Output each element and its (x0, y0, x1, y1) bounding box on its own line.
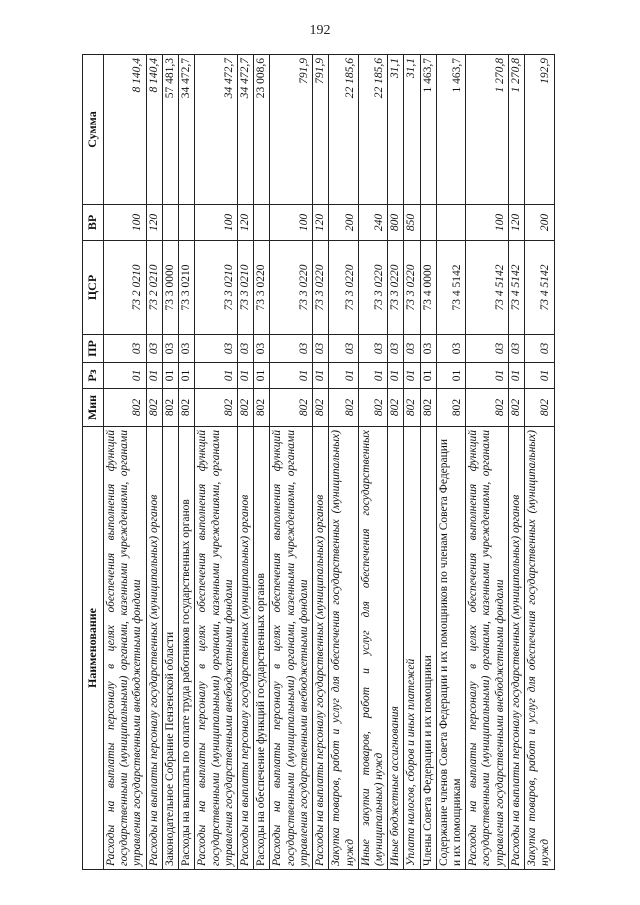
row-csr-cell: 73 3 0220 (404, 241, 420, 335)
row-csr-cell: 73 3 0000 (162, 241, 178, 335)
table-row (195, 55, 238, 870)
row-vr-cell: 120 (146, 205, 162, 241)
row-csr-cell: 73 3 0220 (329, 241, 358, 335)
row-vr-cell (420, 205, 436, 241)
row-csr-cell: 73 3 0210 (179, 241, 195, 335)
row-pr-cell: 03 (254, 335, 270, 363)
row-pr-cell: 03 (104, 335, 147, 363)
row-pr-cell: 03 (358, 335, 387, 363)
row-min-cell: 802 (195, 389, 238, 427)
row-name-cell: Расходы на выплаты персоналу государственных (муниципальных) органов (237, 427, 253, 870)
row-sum-cell: 791,9 (270, 55, 313, 205)
row-vr-cell: 200 (329, 205, 358, 241)
table-header-row (83, 55, 104, 870)
row-sum-cell: 57 481,3 (162, 55, 178, 205)
row-name-cell: Иные закупки товаров, работ и услуг для обеспечения государственных (муниципальных) нужд (358, 427, 387, 870)
row-min-cell: 802 (329, 389, 358, 427)
row-vr-cell (436, 205, 465, 241)
table-row (104, 55, 147, 870)
row-sum-cell: 192,9 (525, 55, 554, 205)
row-name-cell: Расходы на обеспечение функций государственных органов (254, 427, 270, 870)
row-sum-cell: 34 472,7 (237, 55, 253, 205)
row-name-cell: Закупка товаров, работ и услуг для обеспечения государственных (муниципальных) нужд (525, 427, 554, 870)
header-pr: ПР (83, 335, 104, 363)
row-pr-cell: 03 (466, 335, 509, 363)
row-pr-cell: 03 (162, 335, 178, 363)
row-sum-cell: 34 472,7 (195, 55, 238, 205)
row-sum-cell: 1 463,7 (420, 55, 436, 205)
row-min-cell: 802 (508, 389, 524, 427)
row-sum-cell: 791,9 (313, 55, 329, 205)
row-rz-cell: 01 (436, 363, 465, 389)
row-csr-cell: 73 3 0210 (237, 241, 253, 335)
row-min-cell: 802 (179, 389, 195, 427)
row-name-cell: Расходы на выплаты персоналу государственных (муниципальных) органов (313, 427, 329, 870)
row-sum-cell: 31,1 (388, 55, 404, 205)
row-vr-cell: 100 (270, 205, 313, 241)
row-rz-cell: 01 (195, 363, 238, 389)
row-min-cell: 802 (525, 389, 554, 427)
table-row (162, 55, 178, 870)
row-pr-cell: 03 (420, 335, 436, 363)
row-sum-cell: 23 008,6 (254, 55, 270, 205)
header-name: Наименование (83, 427, 104, 870)
row-pr-cell: 03 (436, 335, 465, 363)
table-row (237, 55, 253, 870)
row-rz-cell: 01 (313, 363, 329, 389)
row-rz-cell: 01 (237, 363, 253, 389)
row-name-cell: Расходы на выплаты персоналу в целях обеспечения выполнения функций государственными (муниципальными) органами, казенными учреждениями, органами управления государственными внебюджетными фондами (466, 427, 509, 870)
row-vr-cell: 120 (237, 205, 253, 241)
table-row (508, 55, 524, 870)
row-pr-cell: 03 (146, 335, 162, 363)
header-sum: Сумма (83, 55, 104, 205)
row-pr-cell: 03 (508, 335, 524, 363)
row-vr-cell: 120 (313, 205, 329, 241)
row-vr-cell (179, 205, 195, 241)
row-pr-cell: 03 (329, 335, 358, 363)
header-min: Мин (83, 389, 104, 427)
row-csr-cell: 73 4 5142 (508, 241, 524, 335)
row-rz-cell: 01 (404, 363, 420, 389)
row-rz-cell: 01 (254, 363, 270, 389)
table-row (146, 55, 162, 870)
row-vr-cell: 800 (388, 205, 404, 241)
row-vr-cell: 200 (525, 205, 554, 241)
row-csr-cell: 73 3 0220 (270, 241, 313, 335)
row-pr-cell: 03 (270, 335, 313, 363)
row-csr-cell: 73 4 0000 (420, 241, 436, 335)
row-name-cell: Закупка товаров, работ и услуг для обеспечения государственных (муниципальных) нужд (329, 427, 358, 870)
row-sum-cell: 22 185,6 (329, 55, 358, 205)
row-pr-cell: 03 (525, 335, 554, 363)
table-body (104, 55, 555, 870)
row-min-cell: 802 (270, 389, 313, 427)
row-rz-cell: 01 (146, 363, 162, 389)
table-row (388, 55, 404, 870)
row-csr-cell: 73 4 5142 (466, 241, 509, 335)
table-row (329, 55, 358, 870)
header-csr: ЦСР (83, 241, 104, 335)
row-min-cell: 802 (466, 389, 509, 427)
row-csr-cell: 73 2 0210 (146, 241, 162, 335)
row-csr-cell: 73 3 0210 (195, 241, 238, 335)
row-name-cell: Расходы на выплаты персоналу в целях обеспечения выполнения функций государственными (муниципальными) органами, казенными учреждениями, органами управления государственными внебюджетными фондами (270, 427, 313, 870)
row-pr-cell: 03 (313, 335, 329, 363)
row-vr-cell: 850 (404, 205, 420, 241)
row-csr-cell: 73 3 0220 (313, 241, 329, 335)
table-row (254, 55, 270, 870)
row-rz-cell: 01 (179, 363, 195, 389)
row-vr-cell: 100 (195, 205, 238, 241)
row-vr-cell: 100 (104, 205, 147, 241)
table-row (313, 55, 329, 870)
row-rz-cell: 01 (508, 363, 524, 389)
header-rz: Рз (83, 363, 104, 389)
row-sum-cell: 31,1 (404, 55, 420, 205)
row-rz-cell: 01 (104, 363, 147, 389)
row-vr-cell: 100 (466, 205, 509, 241)
row-pr-cell: 03 (237, 335, 253, 363)
row-min-cell: 802 (420, 389, 436, 427)
row-pr-cell: 03 (195, 335, 238, 363)
row-name-cell: Расходы на выплаты персоналу в целях обеспечения выполнения функций государственными (муниципальными) органами, казенными учреждениями, органами управления государственными внебюджетными фондами (195, 427, 238, 870)
row-rz-cell: 01 (388, 363, 404, 389)
row-name-cell: Уплата налогов, сборов и иных платежей (404, 427, 420, 870)
row-rz-cell: 01 (329, 363, 358, 389)
row-min-cell: 802 (162, 389, 178, 427)
table-row (404, 55, 420, 870)
row-name-cell: Иные бюджетные ассигнования (388, 427, 404, 870)
budget-table (82, 54, 555, 870)
row-sum-cell: 8 140,4 (104, 55, 147, 205)
row-name-cell: Расходы на выплаты персоналу в целях обеспечения выполнения функций государственными (муниципальными) органами, казенными учреждениями, органами управления государственными внебюджетными фондами (104, 427, 147, 870)
row-min-cell: 802 (104, 389, 147, 427)
header-vr: ВР (83, 205, 104, 241)
row-vr-cell: 240 (358, 205, 387, 241)
row-min-cell: 802 (237, 389, 253, 427)
row-rz-cell: 01 (466, 363, 509, 389)
row-name-cell: Расходы на выплаты персоналу государственных (муниципальных) органов (146, 427, 162, 870)
row-pr-cell: 03 (404, 335, 420, 363)
row-name-cell: Законодательное Собрание Пензенской области (162, 427, 178, 870)
row-min-cell: 802 (254, 389, 270, 427)
table-row (358, 55, 387, 870)
row-csr-cell: 73 2 0210 (104, 241, 147, 335)
row-name-cell: Расходы на выплаты персоналу государственных (муниципальных) органов (508, 427, 524, 870)
row-sum-cell: 1 270,8 (508, 55, 524, 205)
row-min-cell: 802 (358, 389, 387, 427)
row-name-cell: Расходы на выплаты по оплате труда работников государственных органов (179, 427, 195, 870)
table-row (270, 55, 313, 870)
table-row (179, 55, 195, 870)
row-csr-cell: 73 4 5142 (525, 241, 554, 335)
row-rz-cell: 01 (162, 363, 178, 389)
row-min-cell: 802 (146, 389, 162, 427)
row-csr-cell: 73 3 0220 (388, 241, 404, 335)
row-sum-cell: 34 472,7 (179, 55, 195, 205)
row-rz-cell: 01 (420, 363, 436, 389)
row-vr-cell (162, 205, 178, 241)
row-rz-cell: 01 (270, 363, 313, 389)
row-min-cell: 802 (436, 389, 465, 427)
page-number: 192 (309, 23, 331, 38)
row-name-cell: Члены Совета Федерации и их помощники (420, 427, 436, 870)
row-csr-cell: 73 3 0220 (254, 241, 270, 335)
row-pr-cell: 03 (179, 335, 195, 363)
row-min-cell: 802 (313, 389, 329, 427)
row-csr-cell: 73 3 0220 (358, 241, 387, 335)
row-min-cell: 802 (388, 389, 404, 427)
row-rz-cell: 01 (358, 363, 387, 389)
table-row (420, 55, 436, 870)
table-row (436, 55, 465, 870)
row-min-cell: 802 (404, 389, 420, 427)
row-sum-cell: 1 463,7 (436, 55, 465, 205)
table-row (466, 55, 509, 870)
row-sum-cell: 8 140,4 (146, 55, 162, 205)
row-name-cell: Содержание членов Совета Федерации и их помощников по членам Совета Федерации и их помощникам (436, 427, 465, 870)
row-rz-cell: 01 (525, 363, 554, 389)
row-sum-cell: 1 270,8 (466, 55, 509, 205)
rotated-table-container (82, 55, 622, 870)
row-sum-cell: 22 185,6 (358, 55, 387, 205)
row-vr-cell (254, 205, 270, 241)
row-csr-cell: 73 4 5142 (436, 241, 465, 335)
table-row (525, 55, 554, 870)
row-pr-cell: 03 (388, 335, 404, 363)
row-vr-cell: 120 (508, 205, 524, 241)
